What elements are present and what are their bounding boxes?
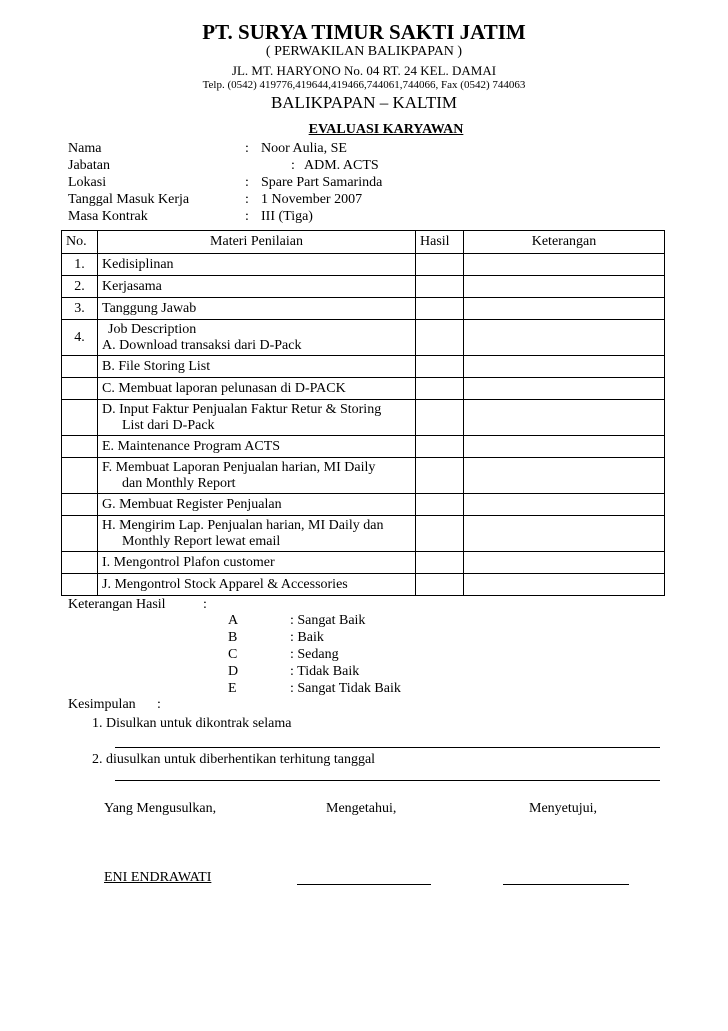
row-hasil[interactable]: [416, 458, 464, 494]
info-colon: :: [245, 175, 249, 190]
row-hasil[interactable]: [416, 356, 464, 378]
conclusion-line-2[interactable]: [115, 780, 660, 781]
row-keterangan[interactable]: [464, 356, 665, 378]
table-row: [62, 494, 665, 516]
row-hasil[interactable]: [416, 320, 464, 356]
info-value: 1 November 2007: [261, 192, 363, 207]
legend-row-d: [0, 664, 728, 681]
info-colon: :: [291, 158, 295, 173]
row-materi: [98, 400, 416, 436]
row-hasil[interactable]: [416, 298, 464, 320]
info-label: Nama: [68, 141, 102, 156]
row-materi-line2: A. Download transaksi dari D-Pack: [102, 337, 302, 353]
row-number: [62, 436, 98, 458]
row-keterangan[interactable]: [464, 400, 665, 436]
signature-proposer-label: Yang Mengusulkan,: [104, 801, 217, 816]
legend-grade: A: [228, 613, 239, 628]
conclusion-item-1: 1. Disulkan untuk dikontrak selama: [92, 716, 292, 731]
legend-row-a: [0, 613, 728, 630]
info-colon: :: [245, 192, 249, 207]
table-row: [62, 254, 665, 276]
evaluation-table: [61, 230, 665, 596]
legend-label: Keterangan Hasil: [68, 597, 166, 612]
row-materi-line1: Job Description: [108, 321, 197, 337]
row-hasil[interactable]: [416, 574, 464, 596]
table-header-row: [62, 231, 665, 254]
info-colon: :: [245, 141, 249, 156]
row-number: [62, 400, 98, 436]
info-colon: :: [245, 209, 249, 224]
info-value: ADM. ACTS: [304, 158, 379, 173]
legend-grade: C: [228, 647, 238, 662]
conclusion-item-2: 2. diusulkan untuk diberhentikan terhitung tanggal: [92, 752, 376, 767]
row-number: 2.: [62, 276, 98, 298]
conclusion-colon: :: [157, 697, 161, 712]
row-materi: Kedisiplinan: [98, 254, 416, 276]
signature-acknowledger-line[interactable]: [297, 884, 431, 885]
header-no: No.: [62, 231, 98, 254]
info-value: Spare Part Samarinda: [261, 175, 383, 190]
legend-colon: :: [203, 597, 207, 612]
row-hasil[interactable]: [416, 276, 464, 298]
legend-grade: D: [228, 664, 239, 679]
row-keterangan[interactable]: [464, 552, 665, 574]
table-row: [62, 378, 665, 400]
company-city: BALIKPAPAN – KALTIM: [270, 93, 458, 112]
row-materi: B. File Storing List: [98, 356, 416, 378]
table-row: [62, 552, 665, 574]
table-row: [62, 320, 665, 356]
info-label: Tanggal Masuk Kerja: [68, 192, 190, 207]
row-materi: Tanggung Jawab: [98, 298, 416, 320]
legend-desc: : Tidak Baik: [290, 664, 360, 679]
conclusion-label: Kesimpulan: [68, 697, 136, 712]
row-keterangan[interactable]: [464, 574, 665, 596]
row-materi: I. Mengontrol Plafon customer: [98, 552, 416, 574]
row-materi-line1: D. Input Faktur Penjualan Faktur Retur & Storing: [102, 401, 382, 417]
info-row-tanggal-masuk: [0, 192, 728, 210]
row-keterangan[interactable]: [464, 276, 665, 298]
row-materi-line1: F. Membuat Laporan Penjualan harian, MI Daily: [102, 459, 376, 475]
row-number: [62, 378, 98, 400]
company-name: PT. SURYA TIMUR SAKTI JATIM: [202, 20, 526, 44]
info-value: III (Tiga): [261, 209, 313, 224]
legend-grade: B: [228, 630, 238, 645]
row-number: 1.: [62, 254, 98, 276]
row-materi-line2: List dari D-Pack: [122, 417, 215, 433]
signature-approver-label: Menyetujui,: [529, 801, 598, 816]
row-materi: E. Maintenance Program ACTS: [98, 436, 416, 458]
info-label: Jabatan: [68, 158, 110, 173]
info-row-lokasi: [0, 175, 728, 193]
row-keterangan[interactable]: [464, 516, 665, 552]
row-keterangan[interactable]: [464, 254, 665, 276]
row-materi: [98, 516, 416, 552]
row-number: [62, 574, 98, 596]
row-keterangan[interactable]: [464, 436, 665, 458]
legend-row-b: [0, 630, 728, 647]
row-hasil[interactable]: [416, 400, 464, 436]
info-label: Lokasi: [68, 175, 107, 190]
legend-grade: E: [228, 681, 237, 696]
signature-approver-line[interactable]: [503, 884, 629, 885]
row-number: [62, 494, 98, 516]
row-number: 4.: [62, 320, 98, 356]
row-materi: J. Mengontrol Stock Apparel & Accessories: [98, 574, 416, 596]
legend-desc: : Baik: [290, 630, 324, 645]
info-value: Noor Aulia, SE: [261, 141, 347, 156]
row-hasil[interactable]: [416, 516, 464, 552]
row-number: [62, 552, 98, 574]
signature-proposer-name: ENI ENDRAWATI: [104, 870, 212, 885]
row-materi: C. Membuat laporan pelunasan di D-PACK: [98, 378, 416, 400]
table-row: [62, 276, 665, 298]
row-keterangan[interactable]: [464, 320, 665, 356]
info-label: Masa Kontrak: [68, 209, 148, 224]
row-materi-line2: dan Monthly Report: [122, 475, 236, 491]
row-materi-line1: H. Mengirim Lap. Penjualan harian, MI Daily dan: [102, 517, 384, 533]
row-materi: [98, 458, 416, 494]
legend-desc: : Sangat Baik: [290, 613, 366, 628]
legend-row-c: [0, 647, 728, 664]
row-hasil[interactable]: [416, 254, 464, 276]
legend-desc: : Sangat Tidak Baik: [290, 681, 401, 696]
table-row: [62, 400, 665, 436]
info-row-masa-kontrak: [0, 209, 728, 227]
row-number: [62, 458, 98, 494]
company-address: JL. MT. HARYONO No. 04 RT. 24 KEL. DAMAI: [231, 63, 497, 78]
signature-acknowledger-label: Mengetahui,: [326, 801, 397, 816]
row-keterangan[interactable]: [464, 458, 665, 494]
row-number: 3.: [62, 298, 98, 320]
row-keterangan[interactable]: [464, 494, 665, 516]
table-row: [62, 458, 665, 494]
row-materi: Kerjasama: [98, 276, 416, 298]
row-hasil[interactable]: [416, 552, 464, 574]
table-row: [62, 356, 665, 378]
info-row-nama: [0, 141, 728, 159]
table-row: [62, 436, 665, 458]
row-hasil[interactable]: [416, 494, 464, 516]
company-phone: Telp. (0542) 419776,419644,419466,744061,744066, Fax (0542) 744063: [202, 79, 526, 91]
row-keterangan[interactable]: [464, 378, 665, 400]
row-keterangan[interactable]: [464, 298, 665, 320]
row-hasil[interactable]: [416, 378, 464, 400]
legend-row-e: [0, 681, 728, 698]
header-hasil: Hasil: [416, 231, 464, 254]
table-row: [62, 574, 665, 596]
conclusion-line-1[interactable]: [115, 747, 660, 748]
row-number: [62, 356, 98, 378]
info-row-jabatan: [0, 158, 728, 176]
header-materi: Materi Penilaian: [98, 231, 416, 254]
document-title: EVALUASI KARYAWAN: [308, 122, 464, 137]
legend-desc: : Sedang: [290, 647, 339, 662]
row-hasil[interactable]: [416, 436, 464, 458]
row-materi: [98, 320, 416, 356]
branch-name: ( PERWAKILAN BALIKPAPAN ): [265, 44, 463, 59]
table-row: [62, 516, 665, 552]
row-materi: G. Membuat Register Penjualan: [98, 494, 416, 516]
header-keterangan: Keterangan: [464, 231, 665, 254]
row-number: [62, 516, 98, 552]
row-materi-line2: Monthly Report lewat email: [122, 533, 281, 549]
table-row: [62, 298, 665, 320]
